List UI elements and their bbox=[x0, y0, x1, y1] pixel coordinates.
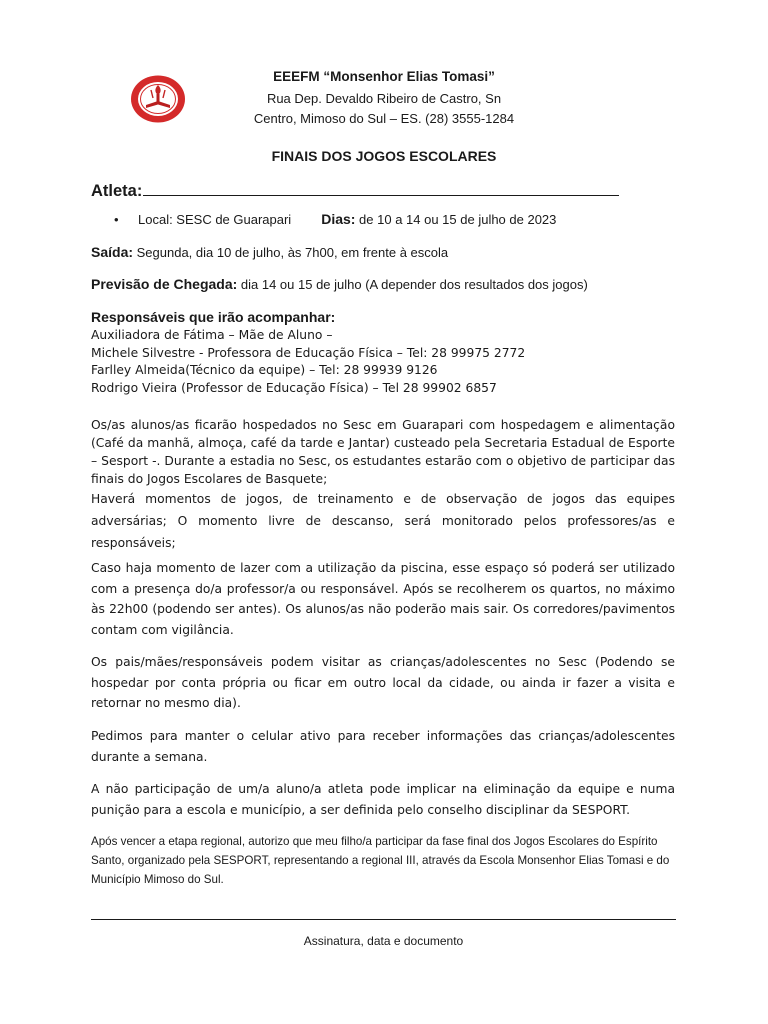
dates-value: de 10 a 14 ou 15 de julho de 2023 bbox=[355, 212, 557, 227]
signature-label: Assinatura, data e documento bbox=[303, 934, 464, 948]
school-seal-logo bbox=[129, 74, 187, 124]
location-dates-row bbox=[114, 211, 556, 227]
authorization-paragraph: Após vencer a etapa regional, autorizo que meu filho/a participar da fase final dos Jogos Escolares do Espírito Santo, organizado pela SESPORT, representando a regional III, através da Escola Monsenhor Elias Tomasi e do Município Mimoso do Sul. bbox=[91, 835, 670, 886]
departure-row bbox=[91, 244, 448, 260]
athlete-field[interactable] bbox=[91, 179, 619, 201]
school-address-line1: Rua Dep. Devaldo Ribeiro de Castro, Sn bbox=[266, 91, 502, 106]
lodging-text: Os/as alunos/as ficarão hospedados no Sesc em Guarapari com hospedagem e alimentação (Café da manhã, almoça, café da tarde e Jantar) custeado pela Secretaria Estadual de Esporte – Sesport -. Durante a estadia no Sesc, os estudantes estarão com o objetivo de participar das finais do Jogos Escolares de Basquete; bbox=[91, 418, 675, 486]
responsibles-heading: Responsáveis que irão acompanhar: bbox=[91, 309, 336, 325]
arrival-label: Previsão de Chegada: bbox=[91, 276, 238, 292]
visits-paragraph: Os pais/mães/responsáveis podem visitar as crianças/adolescentes no Sesc (Podendo se hospedar por conta própria ou ficar em outro local da cidade, ou ainda ir fazer a visita e retornar no mesmo dia). bbox=[91, 655, 675, 710]
arrival-row bbox=[91, 276, 588, 292]
location-text: Local: SESC de Guarapari bbox=[138, 212, 292, 227]
responsible-item: Rodrigo Vieira (Professor de Educação Física) – Tel 28 99902 6857 bbox=[91, 381, 497, 396]
school-name: EEEFM “Monsenhor Elias Tomasi” bbox=[273, 69, 495, 84]
athlete-name-blank-line[interactable] bbox=[143, 179, 619, 196]
responsible-item: Michele Silvestre - Professora de Educação Física – Tel: 28 99975 2772 bbox=[91, 345, 526, 360]
lodging-paragraph bbox=[91, 416, 675, 554]
arrival-value: dia 14 ou 15 de julho (A depender dos resultados dos jogos) bbox=[237, 277, 588, 292]
responsible-item: Auxiliadora de Fátima – Mãe de Aluno – bbox=[91, 328, 333, 342]
bullet-icon: • bbox=[114, 212, 119, 227]
signature-line[interactable] bbox=[91, 919, 676, 920]
activities-text: Haverá momentos de jogos, de treinamento e de observação de jogos das equipes adversárias; O momento livre de descanso, será monitorado pelos professores/as e responsáveis; bbox=[91, 492, 675, 550]
participation-paragraph: A não participação de um/a aluno/a atleta pode implicar na eliminação da equipe e numa punição para a escola e município, a ser definida pelo conselho disciplinar da SESPORT. bbox=[91, 782, 675, 817]
phone-paragraph: Pedimos para manter o celular ativo para receber informações das crianças/adolescentes durante a semana. bbox=[91, 729, 675, 764]
pool-rules-paragraph: Caso haja momento de lazer com a utilização da piscina, esse espaço só poderá ser utilizado com a presença do/a professor/a ou responsável. Após se recolherem os quartos, no máximo às 22h00 (podendo ser antes). Os alunos/as não poderão mais sair. Os corredores/pavimentos contam com vigilância. bbox=[91, 561, 675, 637]
school-address-line2: Centro, Mimoso do Sul – ES. (28) 3555-1284 bbox=[253, 111, 515, 126]
document-title: FINAIS DOS JOGOS ESCOLARES bbox=[271, 148, 497, 164]
dates-label: Dias: bbox=[321, 211, 356, 227]
departure-label: Saída: bbox=[91, 244, 134, 260]
athlete-label: Atleta: bbox=[91, 182, 143, 200]
departure-value: Segunda, dia 10 de julho, às 7h00, em frente à escola bbox=[133, 245, 449, 260]
responsible-item: Farlley Almeida(Técnico da equipe) – Tel: 28 99939 9126 bbox=[91, 363, 438, 378]
responsibles-list bbox=[91, 327, 525, 398]
